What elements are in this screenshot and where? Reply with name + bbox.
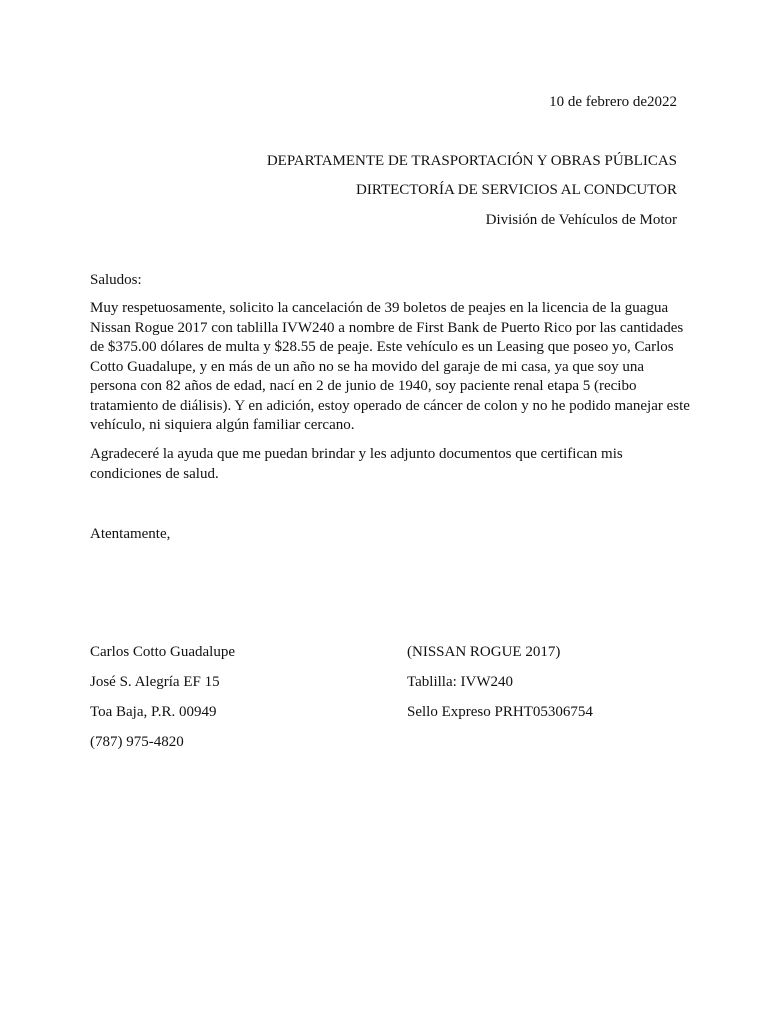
- vehicle-seal: Sello Expreso PRHT05306754: [407, 704, 593, 720]
- sender-street: José S. Alegría EF 15: [90, 674, 220, 690]
- recipient-department: DEPARTAMENTE DE TRASPORTACIÓN Y OBRAS PÚBLICAS: [266, 153, 677, 169]
- greeting: Saludos:: [90, 272, 142, 288]
- body-paragraph-thanks: Agradeceré la ayuda que me puedan brindar y les adjunto documentos que certifican mis condiciones de salud.: [90, 446, 623, 482]
- letter-date: 10 de febrero de2022: [549, 94, 677, 110]
- sender-phone: (787) 975-4820: [90, 734, 184, 750]
- recipient-directorate: DIRTECTORÍA DE SERVICIOS AL CONDCUTOR: [356, 182, 677, 198]
- sender-name: Carlos Cotto Guadalupe: [90, 644, 235, 660]
- closing: Atentamente,: [90, 526, 171, 542]
- vehicle-plate: Tablilla: IVW240: [407, 674, 514, 690]
- body-paragraph-request: Muy respetuosamente, solicito la cancelación de 39 boletos de peajes en la licencia de la guagua Nissan Rogue 2017 con tablilla IVW240 a nombre de First Bank de Puerto Rico por las cantidades de $375.00 dólares de multa y $28.55 de peaje. Este vehículo es un Leasing que poseo yo, Carlos Cotto Guadalupe, y en más de un año no se ha movido del garaje de mi casa, ya que soy una persona con 82 años de edad, nací en 2 de junio de 1940, soy paciente renal etapa 5 (recibo tratamiento de diálisis). Y en adición, estoy operado de cáncer de colon y no he podido manejar este vehículo, ni siquiera algún familiar cercano.: [90, 300, 690, 433]
- sender-city: Toa Baja, P.R. 00949: [90, 704, 217, 720]
- recipient-division: División de Vehículos de Motor: [485, 212, 677, 228]
- vehicle-model: (NISSAN ROGUE 2017): [407, 644, 561, 660]
